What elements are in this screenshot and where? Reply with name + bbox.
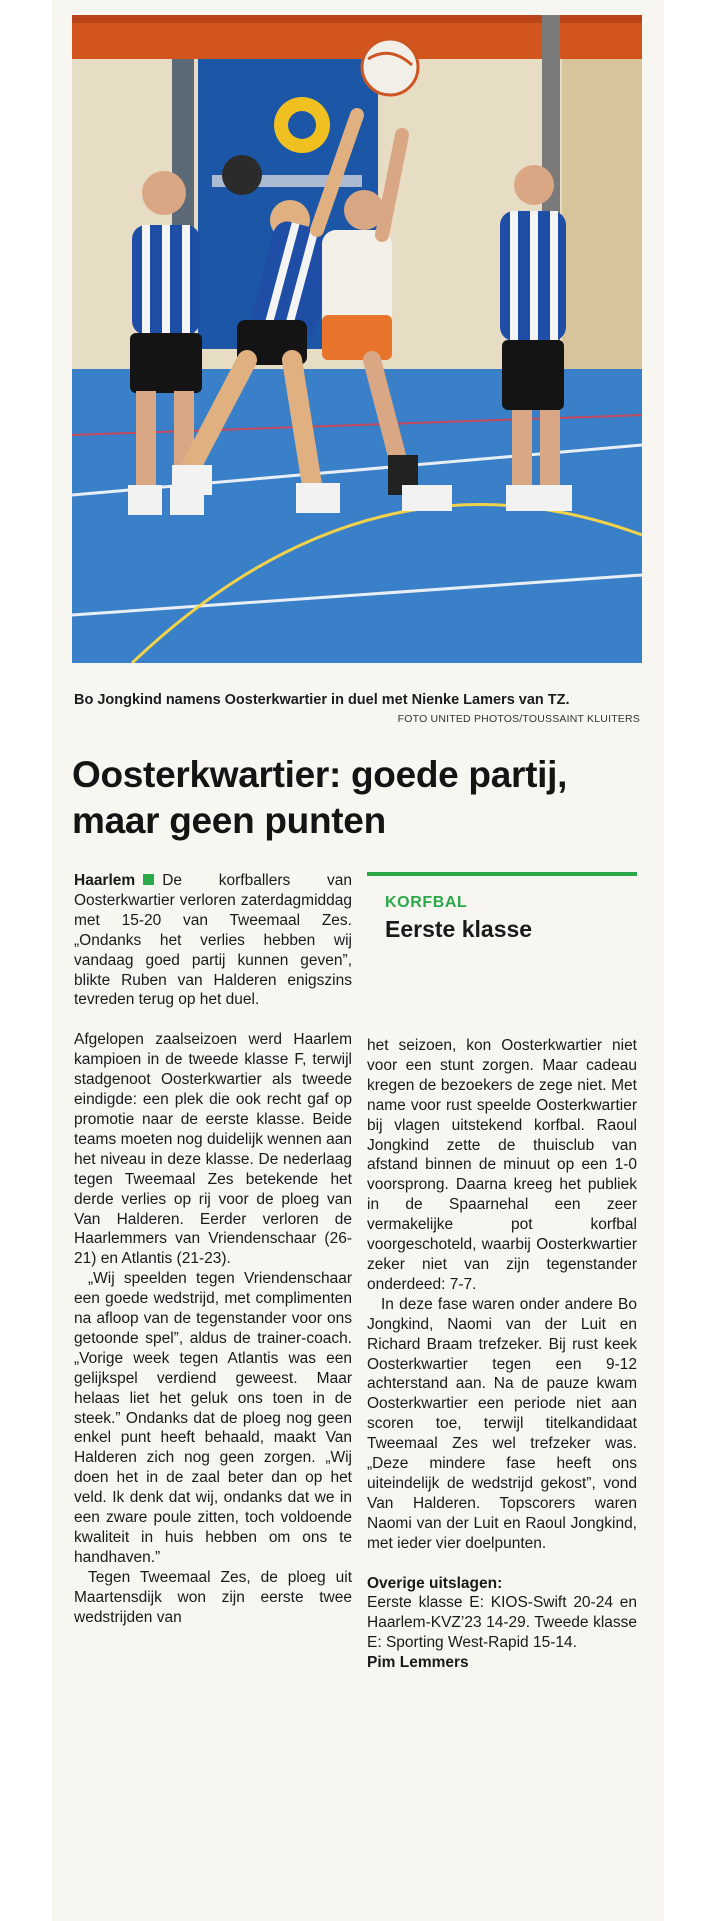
paragraph-4-start: Tegen Tweemaal Zes, de ploeg uit Maartensdijk won zijn eerste twee wedstrijden van xyxy=(74,1568,352,1626)
newspaper-page xyxy=(52,0,664,1921)
photo-credit: FOTO UNITED PHOTOS/TOUSSAINT KLUITERS xyxy=(397,713,640,725)
section-title: Eerste klasse xyxy=(385,916,533,942)
lead-text: De korfballers van Oosterkwartier verloren zaterdagmiddag met 15-20 van Tweemaal Zes. „Ondanks het verlies hebben wij vandaag goed partij kunnen geven”, blikte Ruben van Halderen enigszins tevreden terug op het duel. xyxy=(74,872,352,1009)
dateline: Haarlem xyxy=(74,872,136,889)
paragraph-4-continued: het seizoen, kon Oosterkwartier niet voor een stunt zorgen. Maar cadeau kregen de bezoekers de zege niet. Met name voor rust speelde Oosterkwartier bij vlagen uitstekend korfbal. Raoul Jongkind zette de thuisclub van afstand binnen de minuut op een 1-0 voorsprong. Daarna kreeg het publiek in de Spaarnehal een zeer vermakelijke pot korfbal voorgeschoteld, waarbij Oosterkwartier zeker niet van zijn tegenstander onderdeed: 7-7. xyxy=(367,1037,637,1293)
author-byline: Pim Lemmers xyxy=(367,1654,469,1672)
results-heading: Overige uitslagen: xyxy=(367,1574,503,1592)
article-headline: Oosterkwartier: goede partij, maar geen punten xyxy=(72,754,568,841)
lead-paragraph xyxy=(74,871,352,1010)
article-column-2 xyxy=(367,1036,637,1673)
paragraph-3: „Wij speelden tegen Vriendenschaar een goede wedstrijd, met complimenten na afloop van de tegenstander voor ons getoonde spel”, aldus de trainer-coach. „Vorige week tegen Atlantis was een gelijkspel verdiend geweest. Maar helaas liet het geluk ons toen in de steek.” Ondanks dat de ploeg nog geen enkel punt heeft behaald, maakt Van Halderen zich nog geen zorgen. „Wij doen het in de zaal beter dan op het veld. Ik denk dat wij, ondanks dat we in een zware poule zitten, toch voldoende kwaliteit in huis hebben om ons te handhaven.” xyxy=(74,1270,352,1566)
green-square-icon xyxy=(143,874,154,885)
article-photo xyxy=(72,15,642,663)
paragraph-5: In deze fase waren onder andere Bo Jongkind, Naomi van der Luit en Richard Braam trefzeker. Bij rust keek Oosterkwartier tegen een 9-12 achterstand aan. Na de pauze kwam Oosterkwartier een periode niet aan scoren toe, terwijl titelkandidaat Tweemaal Zes wel trefzeker was. „Deze mindere fase heeft ons uiteindelijk de wedstrijd gekost”, vond Van Halderen. Topscorers waren Naomi van der Luit en Raoul Jongkind, met ieder vier doelpunten. xyxy=(367,1295,637,1552)
results-text: Eerste klasse E: KIOS-Swift 20-24 en Haarlem-KVZ’23 14-29. Tweede klasse E: Sporting West-Rapid 15-14. xyxy=(367,1594,637,1652)
paragraph-2: Afgelopen zaalseizoen werd Haarlem kampioen in de tweede klasse F, terwijl stadgenoot Oosterkwartier als tweede eindigde: een plek die ook recht gaf op promotie naar de eerste klasse. Beide teams moeten nog duidelijk wennen aan het niveau in deze klasse. De nederlaag tegen Tweemaal Zes betekende het derde verlies op rij voor de ploeg van Van Halderen. Eerder verloren de Haarlemmers van Vriendenschaar (26-21) en Atlantis (21-23). xyxy=(74,1031,352,1268)
photo-caption: Bo Jongkind namens Oosterkwartier in duel met Nienke Lamers van TZ. xyxy=(74,692,570,708)
article-column-1 xyxy=(74,871,352,1628)
korfball-match-photo xyxy=(72,15,642,663)
section-tag: KORFBAL xyxy=(385,894,468,911)
sidebar-box xyxy=(367,872,637,943)
